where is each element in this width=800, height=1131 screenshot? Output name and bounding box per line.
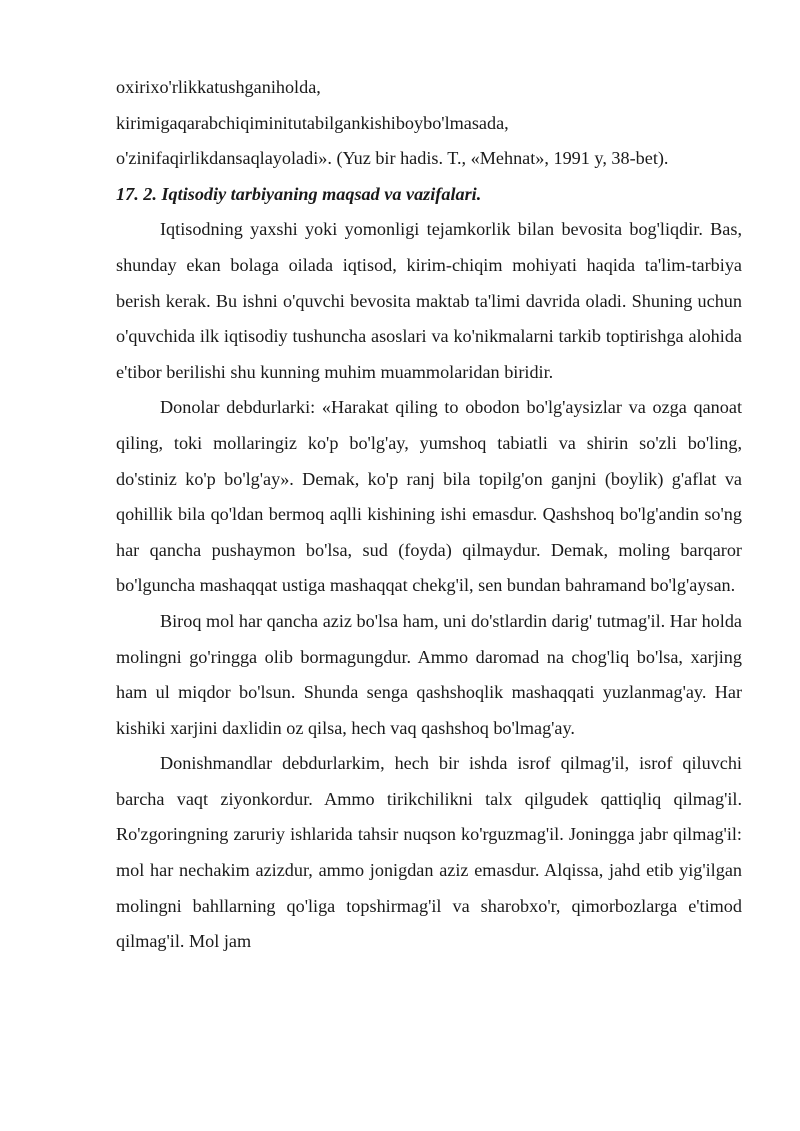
intro-line-1: oxirixo'rlikkatushganiholda, <box>116 77 321 97</box>
paragraph-3: Biroq mol har qancha aziz bo'lsa ham, uni do'stlardin darig' tutmag'il. Har holda molingni go'ringga olib bormagungdur. Ammo daromad na chog'liq bo'lsa, xarjing ham ul miqdor bo'lsun. Shunda senga qashshoqlik mashaqqati yuzlanmag'ay. Har kishiki xarjini daxlidin oz qilsa, hech vaq qashshoq bo'lmag'ay. <box>116 610 742 738</box>
paragraph-2: Donolar debdurlarki: «Harakat qiling to obodon bo'lg'aysizlar va ozga qanoat qiling, toki mollaringiz ko'p bo'lg'ay, yumshoq tabiatli va shirin so'zli bo'ling, do'stiniz ko'p bo'lg'ay». Demak, ko'p ranj bila topilg'on ganjni (boylik) g'aflat va qohillik bila qo'ldan bermoq aqlli kishining ishi emasdur. Qashshoq bo'lg'andin so'ng har qancha pushaymon bo'lsa, sud (foyda) qilmaydur. Demak, moling barqaror bo'lguncha mashaqqat ustiga mashaqqat chekg'il, sen bundan bahramand bo'lg'aysan. <box>116 397 742 596</box>
paragraph-1: Iqtisodning yaxshi yoki yomonligi tejamkorlik bilan bevosita bog'liqdir. Bas, shunday ekan bolaga oilada iqtisod, kirim-chiqim mohiyati haqida ta'lim-tarbiya berish kerak. Bu ishni o'quvchi bevosita maktab ta'limi davrida oladi. Shuning uchun o'quvchida ilk iqtisodiy tushuncha asoslari va ko'nikmalarni tarkib toptirishga alohida e'tibor berilishi shu kunning muhim muammolaridan biridir. <box>116 219 742 382</box>
intro-line-2: kirimigaqarabchiqiminitutabilgankishiboybo'lmasada, <box>116 112 509 133</box>
section-heading: 17. 2. Iqtisodiy tarbiyaning maqsad va vazifalari. <box>116 183 482 204</box>
paragraph-4: Donishmandlar debdurlarkim, hech bir ishda isrof qilmag'il, isrof qiluvchi barcha vaqt ziyonkordur. Ammo tirikchilikni talx qilgudek qattiqliq qilmag'il. Ro'zgoringning zaruriy ishlarida tahsir nuqson ko'rguzmag'il. Joningga jabr qilmag'il: mol har nechakim azizdur, ammo jonigdan aziz emasdur. Alqissa, jahd etib yig'ilgan molingni bahllarning qo'liga topshirmag'il va sharobxo'r, qimorbozlarga e'timod qilmag'il. Mol jam <box>116 753 742 952</box>
intro-line-3: o'zinifaqirlikdansaqlayoladi». (Yuz bir hadis. T., «Mehnat», 1991 y, 38-bet). <box>116 148 669 169</box>
document-page <box>116 70 742 960</box>
